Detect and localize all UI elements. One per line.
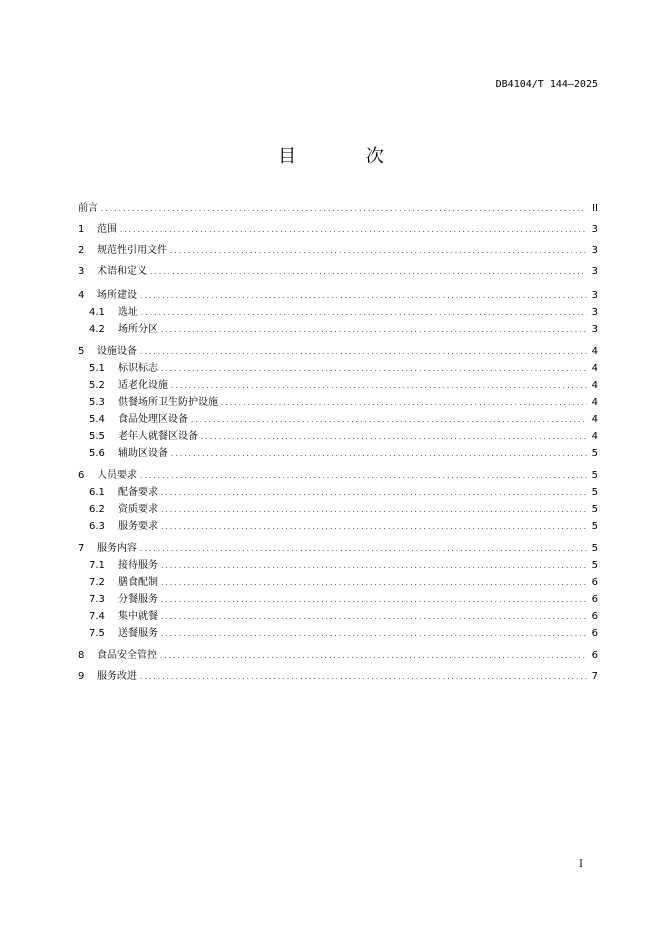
toc-entry[interactable] xyxy=(89,574,598,590)
toc-entry-label: 标识标志 xyxy=(118,363,158,374)
toc-entry-label: 服务改进 xyxy=(97,671,137,682)
toc-entry-number: 2 xyxy=(78,245,85,256)
toc-entry-page: 5 xyxy=(591,470,598,481)
toc-entry-label: 服务要求 xyxy=(118,521,158,532)
toc-entry-number: 9 xyxy=(78,671,85,682)
toc-entry-label: 前言 xyxy=(78,203,98,214)
toc-entry-label: 膳食配制 xyxy=(118,577,158,588)
toc-entry-number: 6.3 xyxy=(89,521,105,532)
toc-entry[interactable] xyxy=(89,428,598,444)
toc-entry[interactable] xyxy=(78,242,598,258)
toc-entry-label: 场所建设 xyxy=(97,290,137,301)
toc-entry-page: 4 xyxy=(591,346,598,357)
toc-entry-number: 5.5 xyxy=(89,431,105,442)
toc-leader-dots xyxy=(140,542,587,556)
toc-leader-dots xyxy=(161,610,587,624)
toc-entry-label: 人员要求 xyxy=(97,470,137,481)
toc-entry-number: 6.2 xyxy=(89,504,105,515)
toc-entry-label: 范围 xyxy=(97,224,117,235)
toc-leader-dots xyxy=(170,244,587,258)
toc-entry-page: 4 xyxy=(591,414,598,425)
toc-leader-dots xyxy=(161,323,587,337)
toc-leader-dots xyxy=(140,670,587,684)
toc-entry-page: 5 xyxy=(591,448,598,459)
toc-leader-dots xyxy=(161,627,587,641)
toc-entry-number: 7.1 xyxy=(89,560,105,571)
toc-entry-page: 3 xyxy=(591,324,598,335)
toc-entry-page: 4 xyxy=(591,363,598,374)
toc-entry-page: 4 xyxy=(591,380,598,391)
toc-entry-page: 6 xyxy=(591,611,598,622)
toc-leader-dots xyxy=(101,202,587,216)
toc-entry[interactable] xyxy=(89,484,598,500)
toc-entry-page: 3 xyxy=(591,245,598,256)
toc-leader-dots xyxy=(161,520,587,534)
toc-entry[interactable] xyxy=(78,221,598,237)
toc-entry-label: 接待服务 xyxy=(118,560,158,571)
toc-entry-page: 5 xyxy=(591,487,598,498)
toc-entry[interactable] xyxy=(89,501,598,517)
page-title: 目 次 xyxy=(278,146,416,167)
toc-entry-label: 服务内容 xyxy=(97,543,137,554)
toc-leader-dots xyxy=(161,486,587,500)
toc-entry-page: 5 xyxy=(591,543,598,554)
toc-leader-dots xyxy=(140,289,587,303)
toc-entry-page: 7 xyxy=(591,671,598,682)
toc-entry-number: 6 xyxy=(78,470,85,481)
toc-entry-number: 5 xyxy=(78,346,85,357)
toc-leader-dots xyxy=(161,362,587,376)
toc-leader-dots xyxy=(160,649,587,663)
toc-entry[interactable] xyxy=(78,647,598,663)
toc-entry-page: 4 xyxy=(591,431,598,442)
toc-leader-dots xyxy=(161,559,587,573)
toc-leader-dots xyxy=(201,430,587,444)
toc-entry-number: 4.1 xyxy=(89,307,105,318)
toc-entry-page: 6 xyxy=(591,594,598,605)
toc-entry-page: 3 xyxy=(591,224,598,235)
toc-entry-label: 分餐服务 xyxy=(118,594,158,605)
toc-entry-label: 送餐服务 xyxy=(118,628,158,639)
toc-leader-dots xyxy=(171,447,587,461)
toc-entry[interactable] xyxy=(78,343,598,359)
toc-entry-number: 4 xyxy=(78,290,85,301)
toc-leader-dots xyxy=(140,469,587,483)
toc-entry-label: 辅助区设备 xyxy=(118,448,168,459)
toc-entry-number: 7.2 xyxy=(89,577,105,588)
toc-entry-page: 6 xyxy=(591,650,598,661)
toc-entry[interactable] xyxy=(89,411,598,427)
toc-entry-page: 4 xyxy=(591,397,598,408)
toc-entry-label: 选址 xyxy=(118,307,138,318)
toc-entry[interactable] xyxy=(89,557,598,573)
toc-leader-dots xyxy=(161,593,587,607)
toc-entry-label: 集中就餐 xyxy=(118,611,158,622)
toc-entry-label: 场所分区 xyxy=(118,324,158,335)
toc-entry[interactable] xyxy=(78,467,598,483)
toc-entry-page: 3 xyxy=(591,290,598,301)
toc-entry-number: 5.6 xyxy=(89,448,105,459)
toc-leader-dots xyxy=(161,503,587,517)
toc-entry-number: 5.2 xyxy=(89,380,105,391)
toc-entry[interactable] xyxy=(89,518,598,534)
toc-entry-number: 6.1 xyxy=(89,487,105,498)
toc-leader-dots xyxy=(141,306,587,320)
toc-entry-label: 配备要求 xyxy=(118,487,158,498)
toc-leader-dots xyxy=(161,576,587,590)
toc-entry-number: 7 xyxy=(78,543,85,554)
toc-entry-number: 5.1 xyxy=(89,363,105,374)
toc-entry-page: 6 xyxy=(591,628,598,639)
toc-entry-page: 3 xyxy=(591,307,598,318)
toc-entry-number: 5.3 xyxy=(89,397,105,408)
toc-entry[interactable] xyxy=(89,625,598,641)
toc-leader-dots xyxy=(171,379,587,393)
toc-entry-number: 8 xyxy=(78,650,85,661)
page-number: I xyxy=(579,859,583,870)
toc-entry[interactable] xyxy=(89,377,598,393)
toc-entry[interactable] xyxy=(78,287,598,303)
toc-entry[interactable] xyxy=(78,263,598,279)
toc-entry-page: 5 xyxy=(591,560,598,571)
toc-entry-page: 5 xyxy=(591,521,598,532)
toc-entry[interactable] xyxy=(89,445,598,461)
toc-entry[interactable] xyxy=(78,200,598,216)
toc-entry-page: 3 xyxy=(591,266,598,277)
toc-entry[interactable] xyxy=(89,591,598,607)
toc-entry[interactable] xyxy=(89,394,598,410)
toc-entry-page: 6 xyxy=(591,577,598,588)
toc-entry-page: 5 xyxy=(591,504,598,515)
toc-entry-number: 7.3 xyxy=(89,594,105,605)
toc-entry-number: 1 xyxy=(78,224,85,235)
toc-entry[interactable] xyxy=(78,668,598,684)
toc-entry-label: 设施设备 xyxy=(97,346,137,357)
toc-entry-label: 食品安全管控 xyxy=(97,650,157,661)
toc-entry-label: 食品处理区设备 xyxy=(118,414,188,425)
toc-entry-number: 5.4 xyxy=(89,414,105,425)
toc-entry-label: 供餐场所卫生防护设施 xyxy=(118,397,218,408)
toc-entry[interactable] xyxy=(89,360,598,376)
toc-entry-label: 术语和定义 xyxy=(97,266,147,277)
toc-entry-label: 适老化设施 xyxy=(118,380,168,391)
toc-entry-label: 老年人就餐区设备 xyxy=(118,431,198,442)
toc-entry-number: 7.4 xyxy=(89,611,105,622)
toc-leader-dots xyxy=(191,413,587,427)
document-code: DB4104/T 144—2025 xyxy=(495,79,598,90)
toc-entry[interactable] xyxy=(89,608,598,624)
toc-entry-number: 7.5 xyxy=(89,628,105,639)
toc-entry-label: 资质要求 xyxy=(118,504,158,515)
toc-entry-page: II xyxy=(592,203,598,214)
toc-entry-number: 4.2 xyxy=(89,324,105,335)
toc-leader-dots xyxy=(140,345,587,359)
toc-leader-dots xyxy=(221,396,587,410)
toc-entry-label: 规范性引用文件 xyxy=(97,245,167,256)
toc-leader-dots xyxy=(120,223,587,237)
toc-entry[interactable] xyxy=(89,321,598,337)
toc-leader-dots xyxy=(150,265,587,279)
toc-entry-number: 3 xyxy=(78,266,85,277)
toc-entry[interactable] xyxy=(89,304,598,320)
toc-entry[interactable] xyxy=(78,540,598,556)
